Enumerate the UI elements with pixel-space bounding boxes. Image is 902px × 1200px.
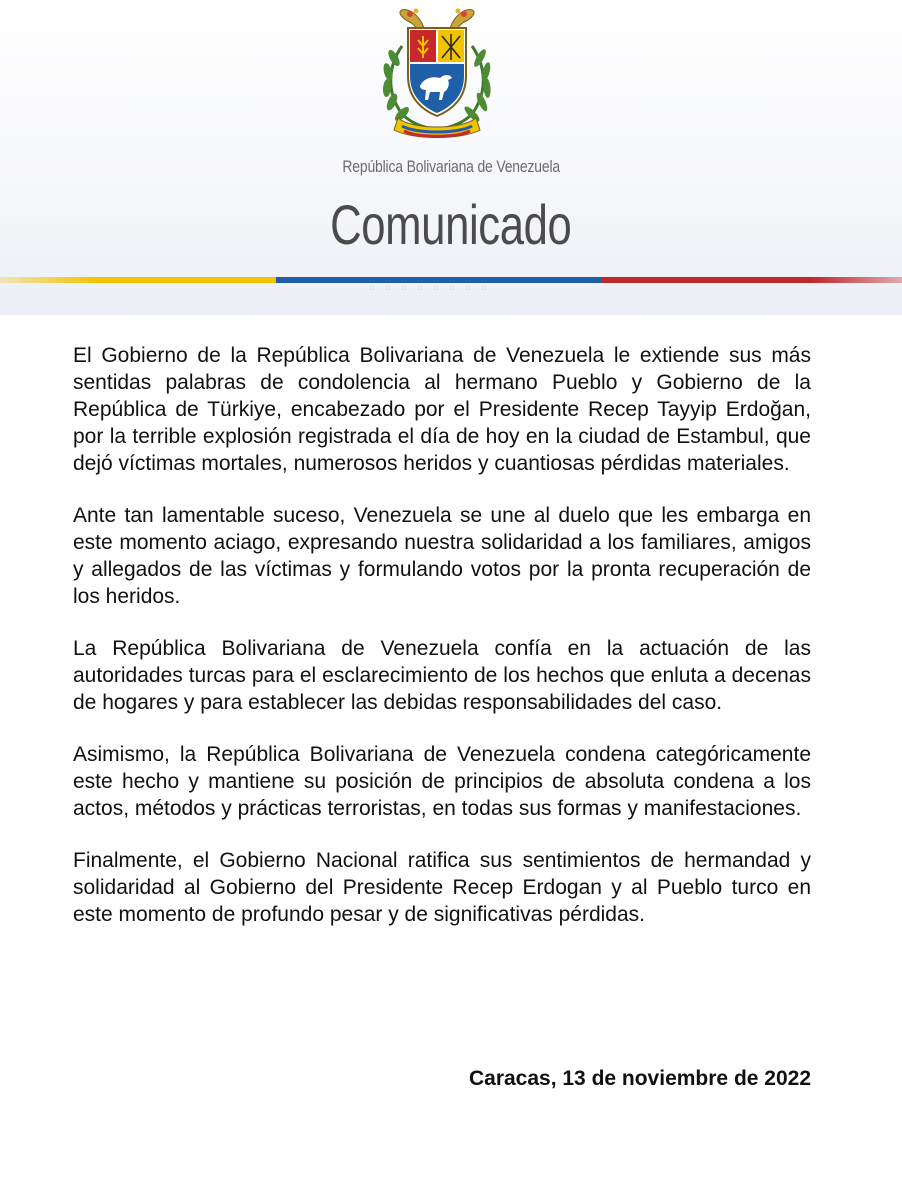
place-and-date: Caracas, 13 de noviembre de 2022 [468,1067,811,1090]
flag-color-band [0,277,902,283]
header-divider [0,295,902,317]
republic-name: República Bolivariana de Venezuela [342,157,560,176]
paragraph-4: Asimismo, la República Bolivariana de Venezuela condena categóricamente este hecho y mantiene su posición de principios de absoluta condena a los actos, métodos y prácticas terroristas, en todas sus formas y manifestaciones. [73,743,811,820]
communique-body [73,342,811,953]
paragraph-1: El Gobierno de la República Bolivariana de Venezuela le extiende sus más sentidas palabras de condolencia al hermano Pueblo y Gobierno de la República de Türkiye, encabezado por el Presidente Recep Tayyip Erdoğan, por la terrible explosión registrada el día de hoy en la ciudad de Estambul, que dejó víctimas mortales, numerosos heridos y cuantiosas pérdidas materiales. [73,344,811,475]
paragraph-3: La República Bolivariana de Venezuela confía en la actuación de las autoridades turcas para el esclarecimiento de los hechos que enluta a decenas de hogares y para establecer las debidas responsabilidades del caso. [73,637,811,714]
paragraph-2: Ante tan lamentable suceso, Venezuela se une al duelo que les embarga en este momento aciago, expresando nuestra solidaridad a los familiares, amigos y allegados de las víctimas y formulando votos por la pronta recuperación de los heridos. [73,504,811,608]
letterhead [0,0,902,315]
coat-of-arms-icon [372,6,502,140]
flag-stars-icon [366,284,494,292]
paragraph-5: Finalmente, el Gobierno Nacional ratifica sus sentimientos de hermandad y solidaridad al Gobierno del Presidente Recep Erdogan y al Pueblo turco en este momento de profundo pesar y de significativas pérdidas. [73,849,811,926]
document-title: Comunicado [330,193,572,256]
